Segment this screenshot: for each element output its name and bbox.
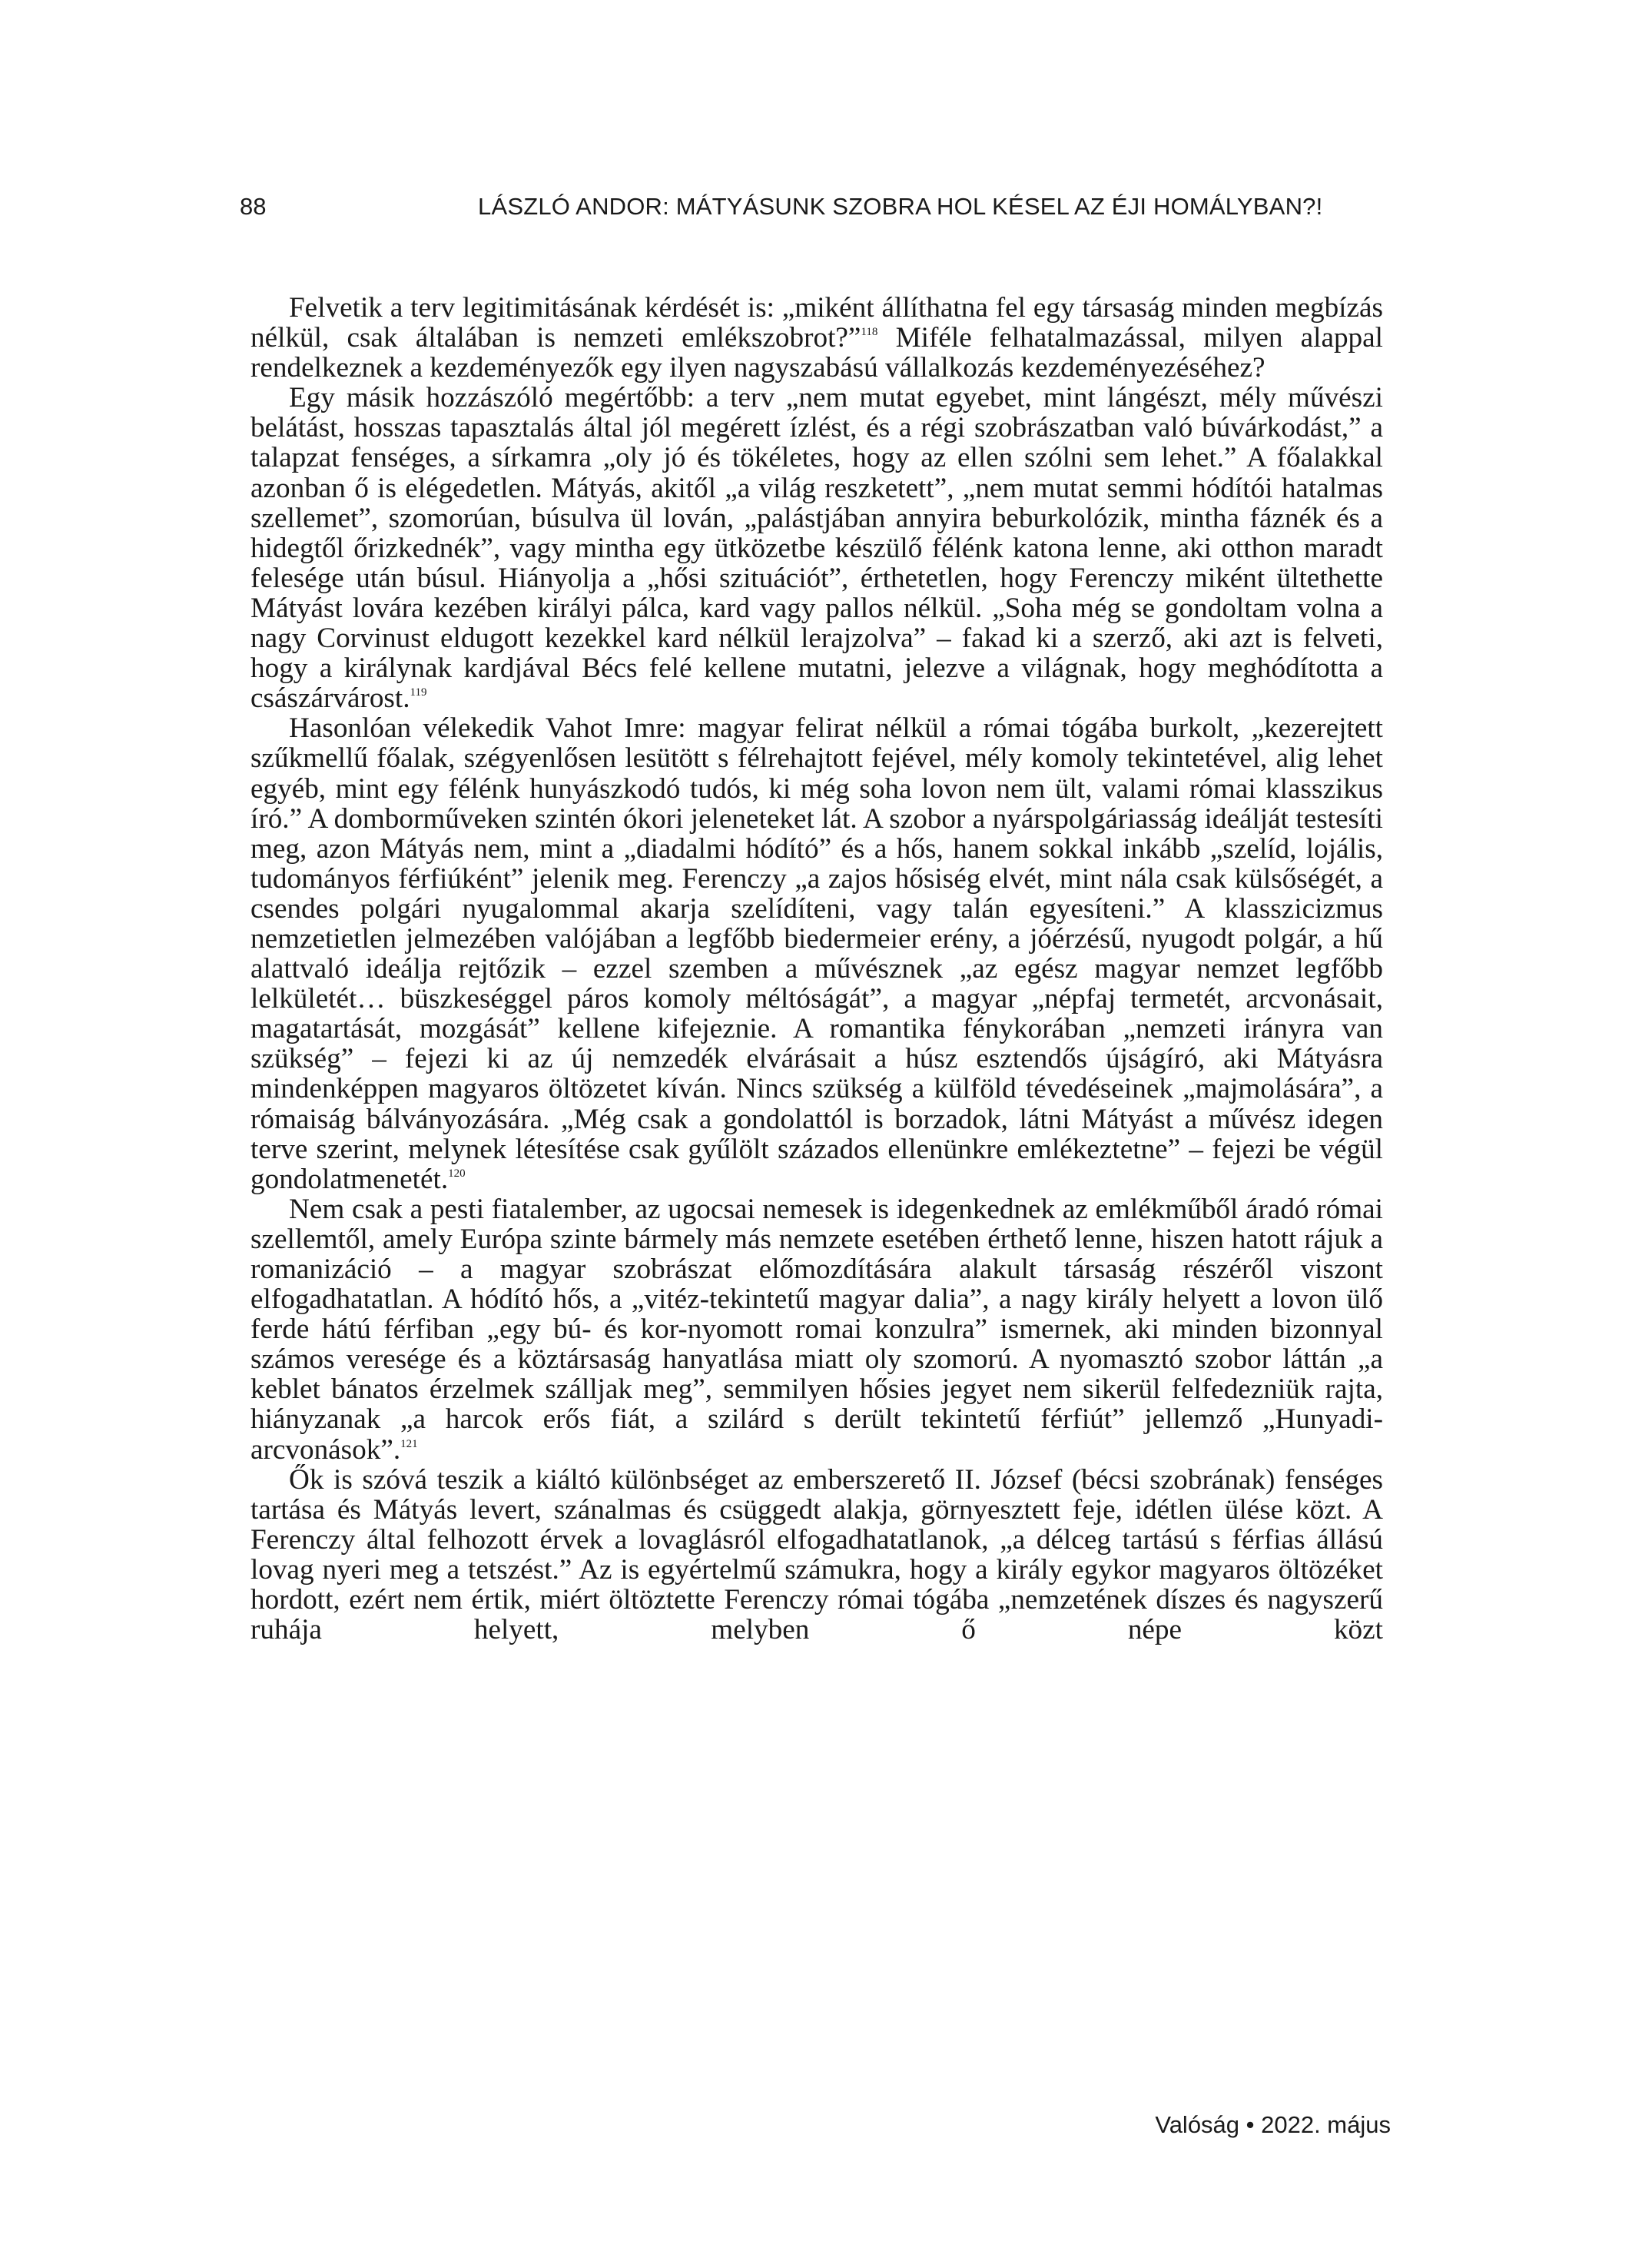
page-header <box>240 188 1392 226</box>
page-number: 88 <box>240 193 267 220</box>
paragraph-text: Miféle felhatalmazással, milyen alappal rendelkeznek a kezdeményezők egy ilyen nagyszabású vállalkozás kezdeményezéséhez? <box>250 322 1383 384</box>
paragraph-text: Nem csak a pesti fiatalember, az ugocsai nemesek is idegenkednek az emlékműből áradó római szellemtől, amely Európa szinte bármely más nemzete esetében érthető lenne, hiszen hatott rájuk a romanizáció – a magyar szobrászat előmozdítására alakult társaság részéről viszont elfogadhatatlan. A hódító hős, a „vitéz-tekintetű magyar dalia”, a nagy király helyett a lovon ülő ferde hátú férfiban „egy bú- és kor-nyomott romai konzulra” ismernek, aki minden bizonnyal számos veresége és a köztársaság hanyatlása miatt oly szomorú. A nyomasztó szobor láttán „a keblet bánatos érzelmek szálljak meg”, semmilyen hősies jegyet nem sikerül felfedezniük rajta, hiányzanak „a harcok erős fiát, a szilárd s derült tekintetű férfiút” jellemző „Hunyadi-arcvonások”. <box>250 1193 1383 1466</box>
footnote-reference[interactable]: 121 <box>400 1437 418 1450</box>
running-head: LÁSZLÓ ANDOR: MÁTYÁSUNK SZOBRA HOL KÉSEL AZ ÉJI HOMÁLYBAN?! <box>478 193 1323 220</box>
footnote-reference[interactable]: 120 <box>448 1167 466 1180</box>
body-paragraph <box>250 293 1383 383</box>
paragraph-text: Egy másik hozzászóló megértőbb: a terv „nem mutat egyebet, mint lángészt, mély művészi belátást, hosszas tapasztalás által jól megérett ízlést, és a régi szobrászatban való búvárkodást,” a talapzat fenséges, a sírkamra „oly jó és tökéletes, hogy az ellen szólni sem lehet.” A főalakkal azonban ő is elégedetlen. Mátyás, akitől „a világ reszketett”, „nem mutat semmi hódítói hatalmas szellemet”, szomorúan, búsulva ül lován, „palástjában annyira beburkolózik, mintha fáznék és a hidegtől őrizkednék”, vagy mintha egy ütközetbe készülő félénk katona lenne, aki otthon maradt felesége után búsul. Hiányolja a „hősi szituációt”, érthetetlen, hogy Ferenczy miként ültethette Mátyást lovára kezében királyi pálca, kard vagy pallos nélkül. „Soha még se gondoltam volna a nagy Corvinust eldugott kezekkel kard nélkül lerajzolva” – fakad ki a szerző, aki azt is felveti, hogy a királynak kardjával Bécs felé kellene mutatni, jelezve a világnak, hogy meghódította a császárvárost. <box>250 382 1383 715</box>
footnote-reference[interactable]: 118 <box>861 326 878 339</box>
paragraph-text: Hasonlóan vélekedik Vahot Imre: magyar felirat nélkül a római tógába burkolt, „kezerejtett szűkmellű főalak, szégyenlősen lesütött s félrehajtott fejével, mély komoly tekintetével, alig lehet egyéb, mint egy félénk hunyászkodó tudós, ki még soha lovon nem ült, valami római klasszikus író.” A domborműveken szintén ókori jeleneteket lát. A szobor a nyárspolgáriasság ideálját testesíti meg, azon Mátyás nem, mint a „diadalmi hódító” és a hős, hanem sokkal inkább „szelíd, lojális, tudományos férfiúként” jelenik meg. Ferenczy „a zajos hősiség elvét, mint nála csak külsőségét, a csendes polgári nyugalommal akarja szelídíteni, vagy talán egyesíteni.” A klasszicizmus nemzetietlen jelmezében valójában a legfőbb biedermeier erény, a jóérzésű, nyugodt polgár, a hű alattvaló ideálja rejtőzik – ezzel szemben a művésznek „az egész magyar nemzet legfőbb lelkületét… büszkeséggel páros komoly méltóságát”, a magyar „népfaj termetét, arcvonásait, magatartását, mozgását” kellene kifejeznie. A romantika fénykorában „nemzeti irányra van szükség” – fejezi ki az új nemzedék elvárásait a húsz esztendős újságíró, aki Mátyásra mindenképpen magyaros öltözetet kíván. Nincs szükség a külföld tévedéseinek „majmolására”, a rómaiság bálványozására. „Még csak a gondolattól is borzadok, látni Mátyást a művész idegen terve szerint, melynek létesítése csak gyűlölt százados ellenünkre emlékeztetne” – fejezi be végül gondolatmenetét. <box>250 712 1383 1195</box>
footnote-reference[interactable]: 119 <box>410 686 427 699</box>
body-paragraph <box>250 713 1383 1194</box>
body-paragraph <box>250 1465 1383 1645</box>
paragraph-text: Ők is szóvá teszik a kiáltó különbséget az emberszerető II. József (bécsi szobrának) fenséges tartása és Mátyás levert, szánalmas és csüggedt alakja, görnyesztett feje, idétlen ülése közt. A Ferenczy által felhozott érvek a lovaglásról elfogadhatatlanok, „a délceg tartású s férfias állású lovag nyeri meg a tetszést.” Az is egyértelmű számukra, hogy a király egykor magyaros öltözéket hordott, ezért nem értik, miért öltöztette Ferenczy római tógába „nemzetének díszes és nagyszerű ruhája helyett, melyben ő népe közt <box>250 1463 1383 1646</box>
body-paragraph <box>250 383 1383 713</box>
paragraph-text: Felvetik a terv legitimitásának kérdését is: „miként állíthatna fel egy társaság minden megbízás nélkül, csak általában is nemzeti emlékszobrot?” <box>250 292 1383 354</box>
article-body <box>250 293 1383 1645</box>
body-paragraph <box>250 1194 1383 1465</box>
page-footer: Valóság • 2022. május <box>1155 2111 1391 2138</box>
